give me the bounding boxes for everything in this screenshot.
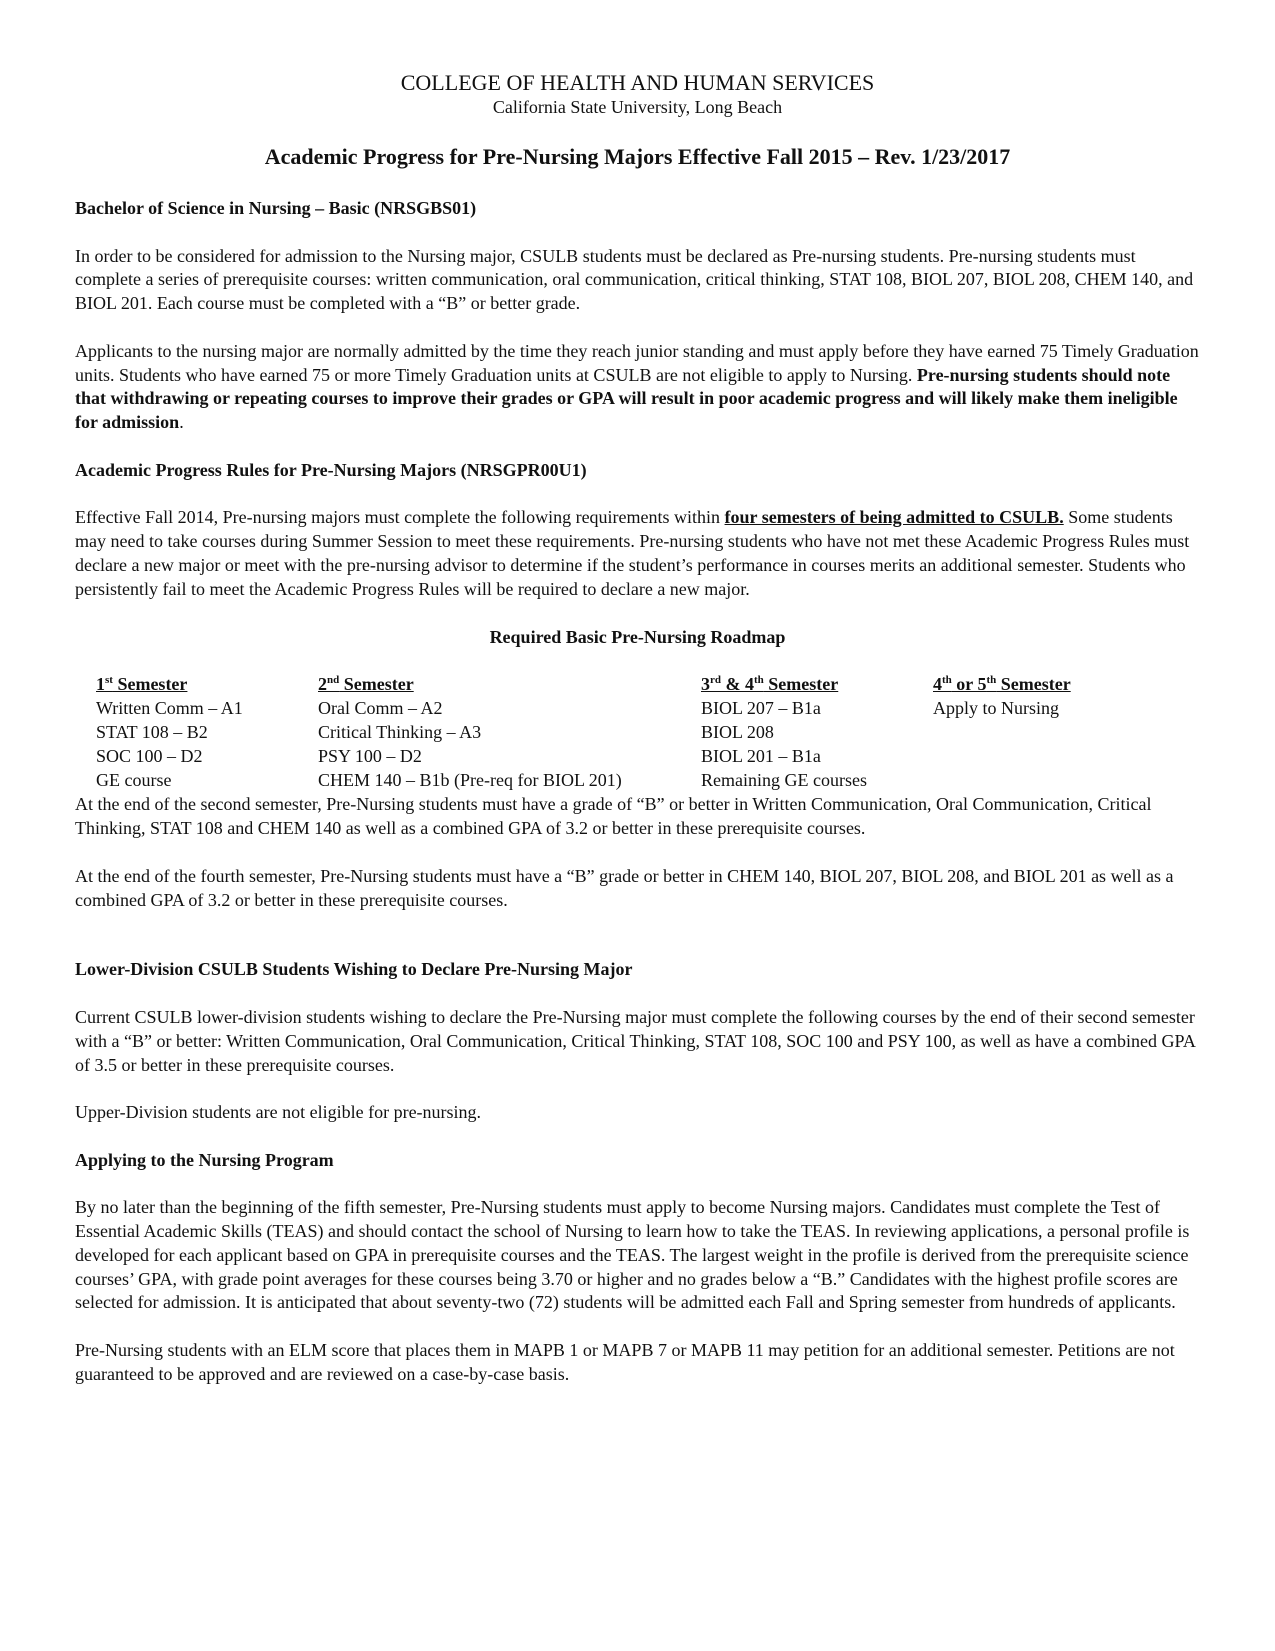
bsn-paragraph-2-end: .: [179, 412, 184, 433]
bsn-heading: Bachelor of Science in Nursing – Basic (NRSGBS01): [75, 198, 477, 218]
roadmap-course: Written Comm – A1: [96, 698, 243, 719]
roadmap-course: Remaining GE courses: [701, 769, 867, 790]
roadmap-course: Apply to Nursing: [933, 698, 1059, 719]
rules-paragraph-emphasis: four semesters of being admitted to CSULB.: [724, 507, 1064, 528]
roadmap-course: BIOL 201 – B1a: [701, 745, 821, 766]
applying-heading: Applying to the Nursing Program: [75, 1149, 334, 1170]
roadmap-column-3: [701, 673, 867, 792]
applying-paragraph: By no later than the beginning of the fifth semester, Pre-Nursing students must apply to become Nursing majors. Candidates must complete the Test of Essential Academic Skills (TEAS) and should contact the school of Nursing to learn how to take the TEAS. In reviewing applications, a personal profile is developed for each applicant based on GPA in prerequisite courses and the TEAS. The largest weight in the profile is derived from the prerequisite science courses’ GPA, with grade point averages for these courses being 3.70 or higher and no grades below a “B.” Candidates with the highest profile scores are selected for admission. It is anticipated that about seventy-two (72) students will be admitted each Fall and Spring semester from hundreds of applicants.: [75, 1197, 1190, 1313]
roadmap-course: BIOL 207 – B1a: [701, 698, 821, 719]
roadmap-column-2-header: 2nd Semester: [318, 674, 414, 695]
rules-paragraph-end: Some students may need to take courses during Summer Session to meet these requirements. Pre-nursing students who have not met these Academic Progress Rules must declare a new major or meet with the pre-nursing advisor to determine if the student’s performance in courses merits an additional semester. Students who persistently fail to meet the Academic Progress Rules will be required to declare a new major.: [75, 507, 1190, 599]
roadmap-column-3-header: 3rd & 4th Semester: [701, 674, 839, 695]
roadmap-column-2: [318, 673, 622, 792]
roadmap-course: PSY 100 – D2: [318, 745, 422, 766]
bsn-paragraph-1: In order to be considered for admission to the Nursing major, CSULB students must be declared as Pre-nursing students. Pre-nursing students must complete a series of prerequisite courses: written communication, oral communication, critical thinking, STAT 108, BIOL 207, BIOL 208, CHEM 140, and BIOL 201. Each course must be completed with a “B” or better grade.: [75, 245, 1194, 314]
roadmap-column-1: [96, 673, 243, 792]
roadmap-column-4: [933, 673, 1071, 721]
roadmap-course: GE course: [96, 769, 172, 790]
bsn-paragraph-2-text: Applicants to the nursing major are normally admitted by the time they reach junior standing and must apply before they have earned 75 Timely Graduation units. Students who have earned 75 or more Timely Graduation units at CSULB are not eligible to apply to Nursing.: [75, 340, 1199, 385]
fourth-semester-paragraph: At the end of the fourth semester, Pre-Nursing students must have a “B” grade or better in CHEM 140, BIOL 207, BIOL 208, and BIOL 201 as well as a combined GPA of 3.2 or better in these prerequisite courses.: [75, 865, 1174, 910]
elm-petition-paragraph: Pre-Nursing students with an ELM score that places them in MAPB 1 or MAPB 7 or MAPB 11 may petition for an additional semester. Petitions are not guaranteed to be approved and are reviewed on a case-by-case basis.: [75, 1340, 1175, 1384]
roadmap-course: STAT 108 – B2: [96, 721, 208, 742]
roadmap-course: Oral Comm – A2: [318, 698, 443, 719]
bsn-paragraph-2-bold: Pre-nursing students should note that withdrawing or repeating courses to improve their grades or GPA will result in poor academic progress and will likely make them ineligible for admission: [75, 364, 1178, 433]
college-name: COLLEGE OF HEALTH AND HUMAN SERVICES: [400, 70, 875, 95]
roadmap-course: CHEM 140 – B1b (Pre-req for BIOL 201): [318, 769, 622, 790]
roadmap-column-4-header: 4th or 5th Semester: [933, 674, 1071, 695]
document-title: Academic Progress for Pre-Nursing Majors Effective Fall 2015 – Rev. 1/23/2017: [264, 144, 1011, 169]
rules-heading: Academic Progress Rules for Pre-Nursing Majors (NRSGPR00U1): [75, 459, 587, 480]
document-page: [75, 70, 1200, 1387]
lower-division-paragraph: Current CSULB lower-division students wishing to declare the Pre-Nursing major must complete the following courses by the end of their second semester with a “B” or better: Written Communication, Oral Communication, Critical Thinking, STAT 108, SOC 100 and PSY 100, as well as have a combined GPA of 3.5 or better in these prerequisite courses.: [75, 1006, 1195, 1075]
roadmap-title: Required Basic Pre-Nursing Roadmap: [489, 626, 786, 647]
university-name: California State University, Long Beach: [492, 97, 783, 117]
upper-division-note: Upper-Division students are not eligible for pre-nursing.: [75, 1102, 482, 1123]
roadmap-course: SOC 100 – D2: [96, 745, 203, 766]
roadmap-table: [75, 673, 1200, 793]
rules-paragraph-start: Effective Fall 2014, Pre-nursing majors must complete the following requirements within: [75, 507, 725, 528]
rules-paragraph: [75, 506, 1200, 601]
roadmap-course: Critical Thinking – A3: [318, 721, 482, 742]
roadmap-column-1-header: 1st Semester: [96, 674, 188, 695]
roadmap-course: BIOL 208: [701, 721, 774, 742]
lower-division-heading: Lower-Division CSULB Students Wishing to Declare Pre-Nursing Major: [75, 959, 633, 980]
bsn-paragraph-2: [75, 340, 1200, 435]
second-semester-paragraph: At the end of the second semester, Pre-Nursing students must have a grade of “B” or better in Written Communication, Oral Communication, Critical Thinking, STAT 108 and CHEM 140 as well as a combined GPA of 3.2 or better in these prerequisite courses.: [75, 794, 1152, 839]
